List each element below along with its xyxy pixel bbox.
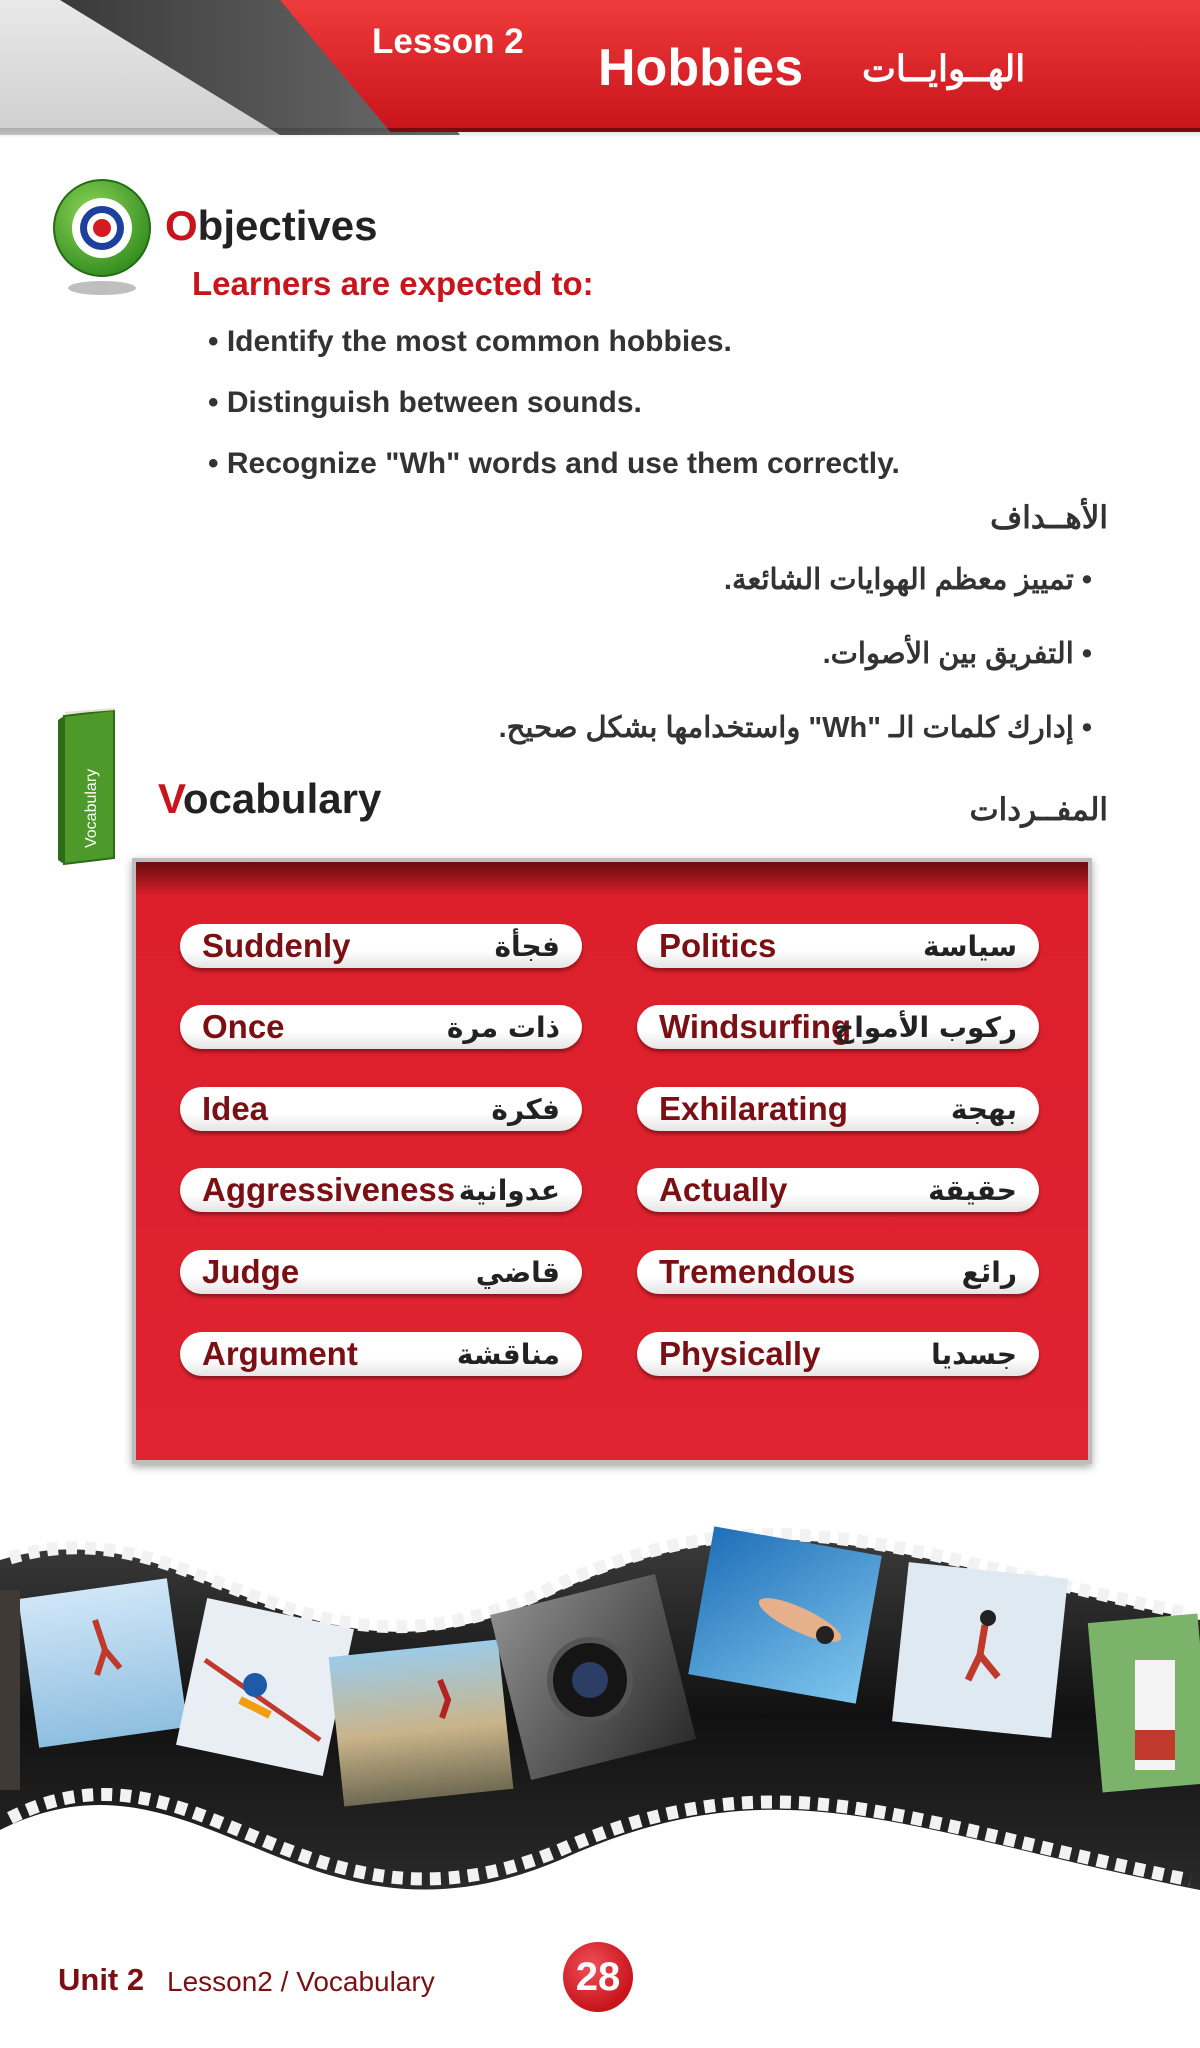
objectives-list-arabic: [499, 562, 1092, 784]
vocab-word: Windsurfing: [659, 1008, 852, 1045]
page-number-badge: 28: [563, 1942, 633, 2012]
vocab-word: Argument: [202, 1335, 358, 1372]
vocabulary-panel: [132, 858, 1092, 1464]
vocab-item: [180, 1005, 582, 1049]
objectives-title: Objectives: [165, 202, 378, 249]
vocab-word: Exhilarating: [659, 1090, 848, 1127]
vocab-word: Aggressiveness: [202, 1171, 456, 1208]
vocabulary-title-arabic: المفــردات: [969, 792, 1108, 827]
film-strip-illustration: [0, 1500, 1200, 1900]
vocab-translation: فجأة: [494, 930, 560, 963]
vocabulary-book-icon: [56, 708, 118, 866]
vocab-item: [180, 1168, 582, 1212]
vocab-item: [180, 924, 582, 968]
vocab-translation: مناقشة: [456, 1338, 560, 1371]
lesson-title: Hobbies: [598, 39, 804, 97]
lesson-title-arabic: الهــوايــات: [862, 48, 1026, 89]
vocab-word: Physically: [659, 1335, 821, 1372]
vocab-word: Idea: [202, 1090, 269, 1127]
vocab-word: Actually: [659, 1171, 788, 1208]
vocab-word: Judge: [202, 1253, 300, 1290]
film-frame-rock-climbing: [329, 1640, 514, 1807]
footer-breadcrumb: Lesson2 / Vocabulary: [167, 1966, 435, 1997]
footer-unit: Unit 2: [58, 1962, 145, 1997]
objective-item-arabic: • تمييز معظم الهوايات الشائعة.: [723, 564, 1092, 596]
target-icon: [52, 170, 152, 300]
vocab-translation: فكرة: [491, 1093, 560, 1126]
vocab-item: [180, 1087, 582, 1131]
vocabulary-book-label: Vocabulary: [83, 768, 100, 848]
vocab-translation: ركوب الأمواج: [834, 1011, 1017, 1044]
objective-item-arabic: • إدارك كلمات الـ "Wh" واستخدامها بشكل صحيح.: [498, 712, 1092, 744]
film-frame-skiing: [176, 1598, 354, 1776]
lesson-label: Lesson 2: [372, 22, 524, 61]
vocab-item: [180, 1332, 582, 1376]
vocab-translation: عدوانية: [458, 1174, 560, 1207]
vocab-translation: بهجة: [950, 1093, 1017, 1126]
header-shadow: [0, 128, 1200, 138]
vocab-word: Tremendous: [659, 1253, 856, 1290]
film-frame-silhouette: [0, 1590, 20, 1790]
vocab-word: Once: [202, 1008, 285, 1045]
vocab-item: [180, 1250, 582, 1294]
vocab-word: Politics: [659, 927, 777, 964]
vocab-item: [637, 1168, 1039, 1212]
objective-item-arabic: • التفريق بين الأصوات.: [822, 638, 1092, 670]
vocab-item: [637, 1087, 1039, 1131]
vocab-word: Suddenly: [202, 927, 351, 964]
film-frame-ice-climbing: [18, 1578, 187, 1747]
vocab-item: [637, 1250, 1039, 1294]
objectives-title-arabic: الأهــداف: [990, 500, 1108, 535]
vocab-translation: قاضي: [475, 1256, 560, 1289]
objective-item: • Distinguish between sounds.: [208, 386, 642, 419]
vocab-item: [637, 1005, 1039, 1049]
objective-item: • Identify the most common hobbies.: [208, 325, 732, 358]
film-frame-fencing: [1088, 1614, 1200, 1793]
objective-item: • Recognize "Wh" words and use them correctly.: [208, 447, 900, 480]
vocab-translation: سياسة: [923, 930, 1017, 963]
vocab-translation: ذات مرة: [446, 1011, 560, 1044]
vocab-translation: رائع: [961, 1256, 1017, 1289]
objectives-list: [208, 325, 900, 508]
film-frame-swimming: [688, 1526, 881, 1703]
vocab-item: [637, 1332, 1039, 1376]
vocab-item: [637, 924, 1039, 968]
vocab-translation: حقيقة: [928, 1174, 1017, 1207]
vocabulary-title: Vocabulary: [158, 775, 382, 822]
vocab-translation: جسديا: [931, 1338, 1017, 1371]
film-frame-snowboarding: [892, 1562, 1068, 1738]
objectives-subtitle: Learners are expected to:: [192, 265, 594, 302]
